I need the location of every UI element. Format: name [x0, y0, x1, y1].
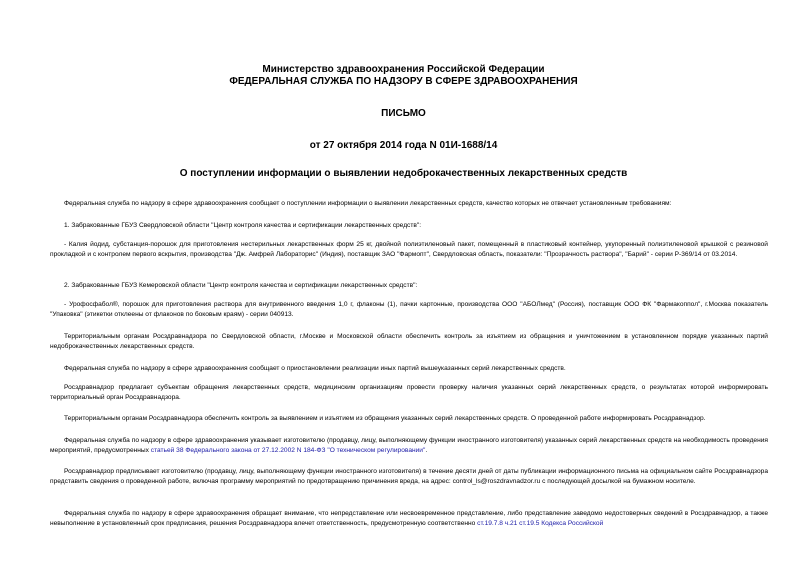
document-type: ПИСЬМО [381, 108, 426, 119]
ministry-title: Министерство здравоохранения Российской Федерации [262, 64, 545, 75]
paragraph-intro: Федеральная служба по надзору в сфере здравоохранения сообщает о поступлении информации о выявлении лекарственных средств, качество которых не отвечает установленным требованиям: [64, 200, 672, 207]
paragraph-item-2-title: 2. Забракованные ГБУЗ Кемеровской области "Центр контроля качества и сертификации лекарственных средств": [64, 282, 418, 289]
paragraph-liability [50, 509, 768, 529]
paragraph-territorial-report: Территориальным органам Росздравнадзора обеспечить контроль за выявлением и изъятием из обращения указанных серий лекарственных средств. О проведенной работе информировать Росздравнадзор. [64, 415, 706, 422]
law-link[interactable]: статьей 38 Федерального закона от 27.12.2002 N 184-ФЗ "О техническом регулировании" [150, 446, 426, 454]
paragraph-text: . [425, 446, 428, 454]
code-article-link[interactable]: ч.21 ст.19.5 [504, 519, 540, 527]
paragraph-manufacturer-measures [50, 436, 768, 456]
paragraph-text: Федеральная служба по надзору в сфере здравоохранения указывает изготовителю (продавцу, лицу, выполняющему функции иностранного изготовителя) указанных серий лекарственных средств на необходимость проведения мероприятий, предусмотренных [50, 437, 768, 454]
paragraph-manufacturer-report: Росздравнадзор предписывает изготовителю (продавцу, лицу, выполняющему функции иностранного изготовителя) в течение десяти дней от даты публикации информационного письма на официальном сайте Росздравнадзора представить сведения о проведенной работе, включая программу мероприятий по предотвращению причинения вреда, на адрес: control_ls@roszdravnadzor.ru с последующей досылкой на бумажном носителе. [50, 468, 768, 485]
paragraph-suspension: Федеральная служба по надзору в сфере здравоохранения сообщает о приостановлении реализации иных партий вышеуказанных серий лекарственных средств. [64, 365, 566, 372]
paragraph-territorial-control: Территориальным органам Росздравнадзора по Свердловской области, г.Москве и Московской области обеспечить контроль за изъятием из обращения и уничтожением в установленном порядке указанных партий недоброкачественных лекарственных средств. [50, 333, 768, 350]
paragraph-item-2-detail: - Урофосфабол®, порошок для приготовления раствора для внутривенного введения 1,0 г, флаконы (1), пачки картонные, производства ООО "АБОЛмед" (Россия), поставщик ООО ФК "Фармакоппол", г.Москва показатель "Упаковка" (этикетки отклеены от флаконов по боковым краям) - серии 040913. [50, 301, 768, 318]
document-subject: О поступлении информации о выявлении недоброкачественных лекарственных средств [179, 168, 628, 179]
code-article-link[interactable]: ст.19.7.8 [477, 519, 503, 527]
paragraph-item-1-detail: - Калия йодид, субстанция-порошок для приготовления нестерильных лекарственных форм 25 кг, двойной полиэтиленовый пакет, помещенный в пластиковый контейнер, укупоренный полиэтиленовой крышкой с резиновой прокладкой и с контролем первого вскрытия, производства "Дж. Амфрей Лабораторис" (Индия), поставщик ЗАО "Фармопт", Свердловская область, показатели: "Прозрачность раствора", "Барий" - серии P-369/14 от 03.2014. [50, 241, 768, 258]
paragraph-item-1-title: 1. Забракованные ГБУЗ Свердловской области "Центр контроля качества и сертификации лекарственных средств": [64, 222, 422, 229]
paragraph-text: Федеральная служба по надзору в сфере здравоохранения обращает внимание, что непредставление или несвоевременное представление, либо представление заведомо недостоверных сведений в Росздравнадзор, а также невыполнение в установленный срок предписания, решения Росздравнадзора влечет ответственность, предусмотренную соответственно [50, 510, 768, 527]
code-link[interactable]: Кодекса Российской [541, 519, 604, 527]
document-date-number: от 27 октября 2014 года N 01И-1688/14 [309, 140, 498, 151]
paragraph-verification: Росздравнадзор предлагает субъектам обращения лекарственных средств, медицинским организациям провести проверку наличия указанных серий лекарственных средств, о результатах которой информировать территориальный орган Росздравнадзора. [50, 384, 768, 401]
service-title: ФЕДЕРАЛЬНАЯ СЛУЖБА ПО НАДЗОРУ В СФЕРЕ ЗДРАВООХРАНЕНИЯ [229, 76, 578, 87]
